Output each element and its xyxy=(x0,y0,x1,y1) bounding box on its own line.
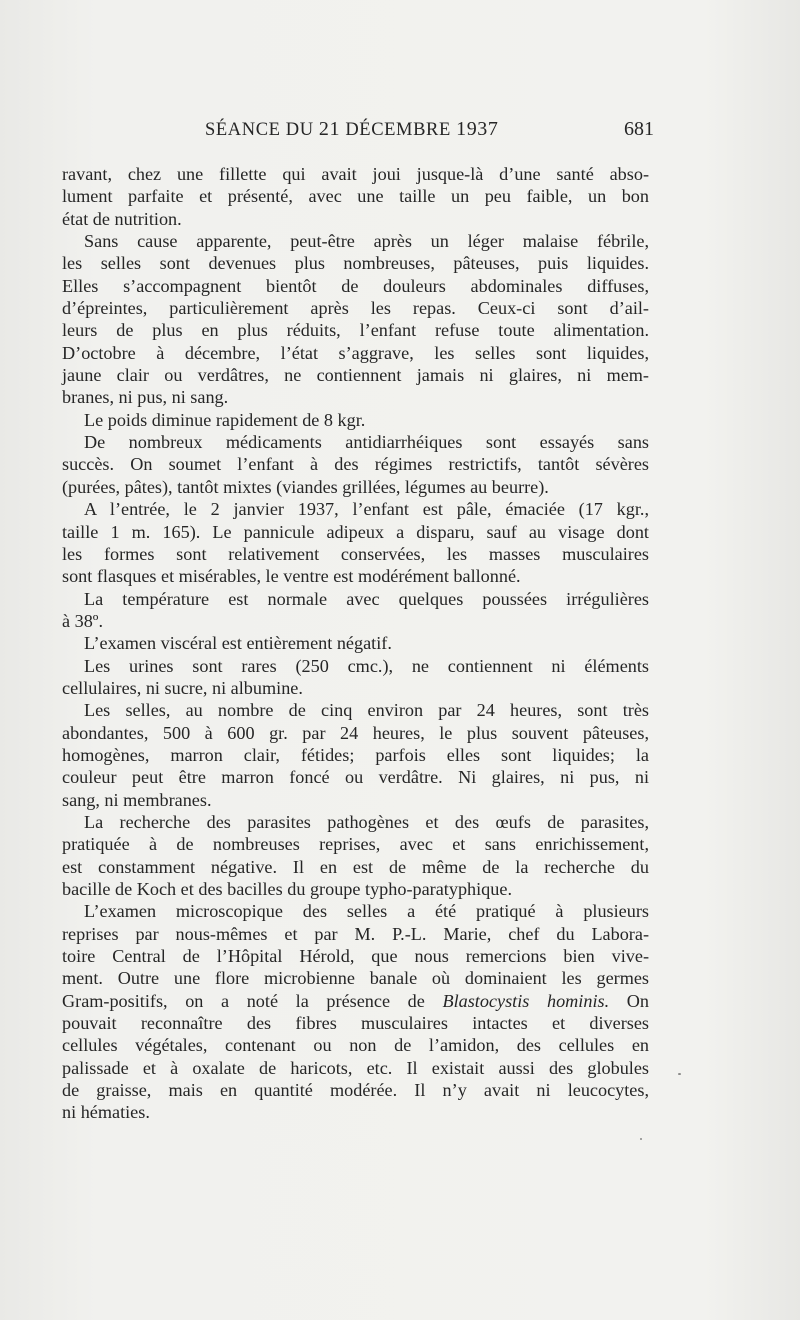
page-header xyxy=(62,118,652,144)
text-line: de graisse, mais en quantité modérée. Il n’y avait ni leucocytes, xyxy=(62,1080,649,1101)
text-line: à 38º. xyxy=(62,610,103,631)
running-head-day: 21 xyxy=(318,118,341,140)
text-line: pratiquée à de nombreuses reprises, avec et sans enrichissement, xyxy=(62,834,649,855)
running-head xyxy=(205,118,499,141)
text-line: Les selles, au nombre de cinq environ par 24 heures, sont très xyxy=(84,700,649,721)
text-line: les formes sont relativement conservées, les masses musculaires xyxy=(62,543,649,564)
text-line: jaune clair ou verdâtres, ne contiennent jamais ni glaires, ni mem- xyxy=(62,365,649,386)
text-line: lument parfaite et présenté, avec une taille un peu faible, un bon xyxy=(62,186,649,207)
text-line: pouvait reconnaître des fibres musculaires intactes et diverses xyxy=(62,1013,649,1034)
text-line: toire Central de l’Hôpital Hérold, que nous remercions bien vive- xyxy=(62,946,649,967)
scan-speck xyxy=(640,1138,642,1140)
text-line: De nombreux médicaments antidiarrhéiques sont essayés sans xyxy=(84,432,649,453)
text-line: branes, ni pus, ni sang. xyxy=(62,387,229,408)
text-line: d’épreintes, particulièrement après les repas. Ceux-ci sont d’ail- xyxy=(62,298,649,319)
text-line: cellules végétales, contenant ou non de l’amidon, des cellules en xyxy=(62,1035,649,1056)
body-text xyxy=(62,163,649,1124)
text-line: Le poids diminue rapidement de 8 kgr. xyxy=(84,409,366,430)
text-line: sont flasques et misérables, le ventre est modérément ballonné. xyxy=(62,566,521,587)
text-line: abondantes, 500 à 600 gr. par 24 heures, le plus souvent pâteuses, xyxy=(62,722,649,743)
text-line: couleur peut être marron foncé ou verdâtre. Ni glaires, ni pus, ni xyxy=(62,767,649,788)
text-line: taille 1 m. 165). Le pannicule adipeux a disparu, sauf au visage dont xyxy=(62,521,649,542)
running-head-prefix: SÉANCE DU xyxy=(205,120,319,140)
text-line: sang, ni membranes. xyxy=(62,789,212,810)
text-line: leurs de plus en plus réduits, l’enfant refuse toute alimentation. xyxy=(62,320,649,341)
text-line: succès. On soumet l’enfant à des régimes restrictifs, tantôt sévères xyxy=(62,454,649,475)
running-head-suffix: DÉCEMBRE xyxy=(340,120,457,140)
text-line: bacille de Koch et des bacilles du groupe typho-paratyphique. xyxy=(62,879,512,899)
text-line: L’examen microscopique des selles a été pratiqué à plusieurs xyxy=(84,901,649,922)
text-line: homogènes, marron clair, fétides; parfois elles sont liquides; la xyxy=(62,744,649,765)
text-line: La recherche des parasites pathogènes et des œufs de parasites, xyxy=(84,811,649,832)
text-line: D’octobre à décembre, l’état s’aggrave, les selles sont liquides, xyxy=(62,342,649,363)
text-line: (purées, pâtes), tantôt mixtes (viandes grillées, légumes au beurre). xyxy=(62,476,549,497)
text-line: La température est normale avec quelques poussées irrégulières xyxy=(84,588,649,609)
text-line: Elles s’accompagnent bientôt de douleurs abdominales diffuses, xyxy=(62,275,649,296)
text-line: reprises par nous-mêmes et par M. P.-L. Marie, chef du Labora- xyxy=(62,923,649,944)
text-line: ni hématies. xyxy=(62,1102,150,1123)
text-line: L’examen viscéral est entièrement négatif. xyxy=(84,633,392,654)
text-line: A l’entrée, le 2 janvier 1937, l’enfant est pâle, émaciée (17 kgr., xyxy=(84,499,649,520)
text-line: est constamment négative. Il en est de même de la recherche du xyxy=(62,856,649,877)
text-line: ravant, chez une fillette qui avait joui jusque-là d’une santé abso- xyxy=(62,164,649,184)
text-line: Sans cause apparente, peut-être après un léger malaise fébrile, xyxy=(84,231,649,252)
text-line: palissade et à oxalate de haricots, etc. Il existait aussi des globules xyxy=(62,1057,649,1078)
text-segment: Gram-positifs, on a noté la présence de xyxy=(62,990,443,1011)
text-line: cellulaires, ni sucre, ni albumine. xyxy=(62,677,303,698)
text-line xyxy=(62,990,649,1012)
page-number: 681 xyxy=(624,118,654,140)
text-line: ment. Outre une flore microbienne banale où dominaient les germes xyxy=(62,968,649,989)
scan-speck xyxy=(678,1073,681,1075)
text-line: Les urines sont rares (250 cmc.), ne contiennent ni éléments xyxy=(84,655,649,676)
text-line: état de nutrition. xyxy=(62,208,182,229)
species-name: Blastocystis hominis. xyxy=(442,990,610,1011)
text-line: les selles sont devenues plus nombreuses, pâteuses, puis liquides. xyxy=(62,253,649,274)
running-head-year: 1937 xyxy=(456,118,499,140)
text-segment: On xyxy=(609,990,649,1011)
